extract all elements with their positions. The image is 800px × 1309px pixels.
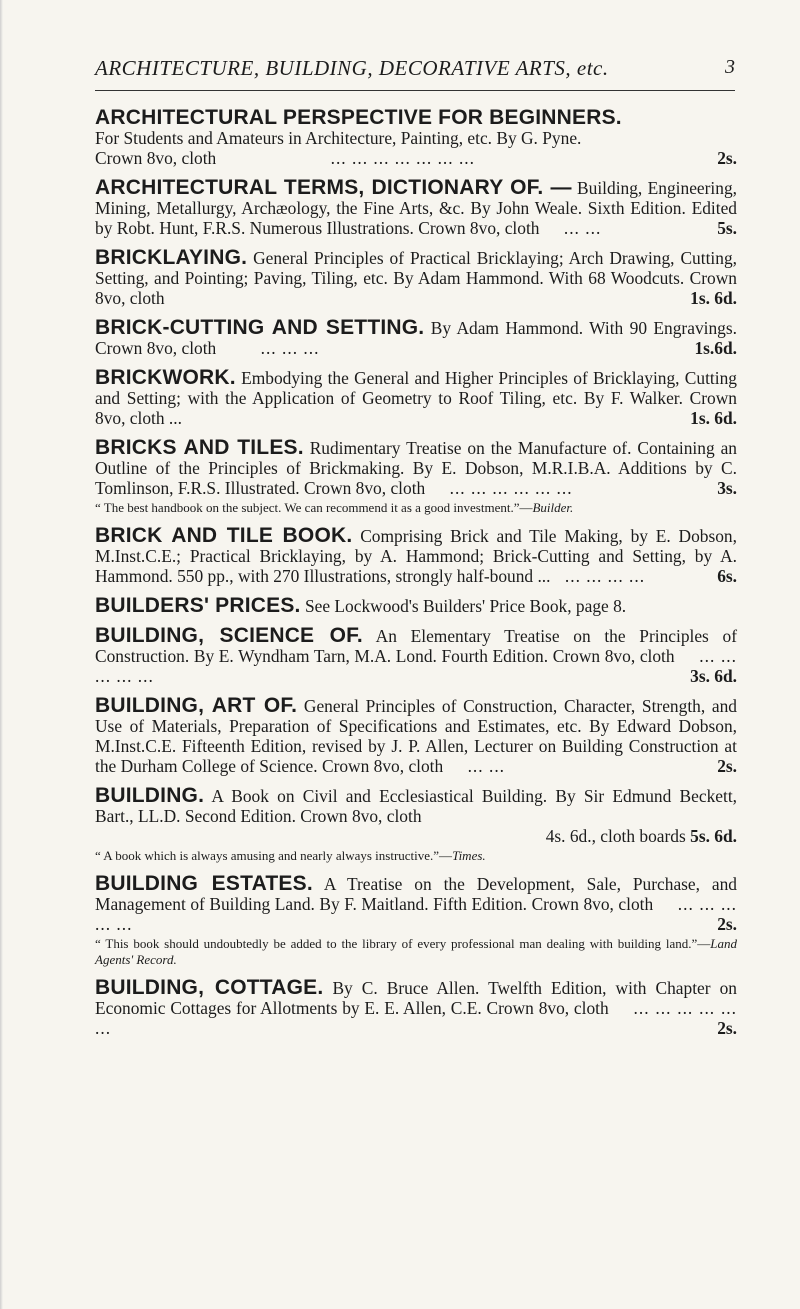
entry-price: 5s. 6d. (690, 826, 737, 846)
entry-dots: ... ... ... (260, 338, 320, 358)
entry-heading: BUILDING ESTATES. (95, 872, 313, 895)
entry-text: By C. Bruce Allen. Twelfth Edition, with Chapter on Economic Cottages for Allotments by E. E. Allen, C.E. Crown 8vo, cloth (95, 978, 737, 1018)
entry-price: 6s. (717, 566, 737, 586)
quote-source: Times. (452, 848, 486, 863)
catalogue-entry (95, 248, 737, 308)
entry-quote: “ This book should undoubtedly be added to the library of every professional man dealing with building land.”— (95, 936, 711, 951)
entry-text: General Principles of Construction, Character, Strength, and Use of Materials, Preparation of Specifications and Estimates, etc. By Edward Dobson, M.Inst.C.E. Fifteenth Edition, revised by J. P. Allen, Lecturer on Building Construction at the Durham College of Science. Crown 8vo, cloth (95, 696, 738, 776)
entry-price: 2s. (717, 914, 737, 934)
entry-price: 3s. 6d. (690, 666, 737, 686)
catalogue-entry (95, 696, 737, 776)
entry-dots: ... ... ... ... ... ... (449, 478, 573, 498)
entry-heading: BRICKS AND TILES. (95, 436, 304, 459)
page-number: 3 (725, 56, 735, 78)
catalogue-entry (95, 368, 737, 428)
catalogue-entry (95, 178, 737, 238)
entry-heading: BRICK AND TILE BOOK. (95, 524, 353, 547)
entry-text: General Principles of Practical Bricklaying; Arch Drawing, Cutting, Setting, and Pointing; Paving, Tiling, etc. By Adam Hammond. With 68 Woodcuts. Crown 8vo, cloth (95, 248, 737, 308)
entry-text: For Students and Amateurs in Architecture, Painting, etc. By G. Pyne. (95, 128, 582, 148)
entry-heading: BRICKWORK. (95, 366, 236, 389)
entry-heading: BUILDERS' PRICES. (95, 594, 301, 617)
entry-quote: “ A book which is always amusing and nearly always instructive.”— (95, 848, 453, 863)
entry-price: 3s. (717, 478, 737, 498)
entry-heading: BUILDING. (95, 784, 205, 807)
quote-source: Land Agents' Record. (95, 936, 737, 967)
entry-heading: ARCHITECTURAL TERMS, DICTIONARY OF. — (95, 176, 572, 199)
entry-price: 1s. 6d. (690, 408, 737, 428)
entry-heading: BUILDING, COTTAGE. (95, 976, 324, 999)
entry-heading: BUILDING, ART OF. (95, 694, 298, 717)
catalogue-entry (95, 786, 737, 864)
entry-heading: BRICK-CUTTING AND SETTING. (95, 316, 425, 339)
entry-price: 1s. 6d. (690, 288, 737, 308)
entry-text: A Book on Civil and Ecclesiastical Building. By Sir Edmund Beckett, Bart., LL.D. Second Edition. Crown 8vo, cloth (95, 786, 737, 826)
entry-dots: ... ... ... ... ... (95, 894, 737, 934)
entry-dots: ... ... ... ... ... ... ... (330, 148, 475, 168)
catalogue-entry (95, 526, 737, 586)
entry-dots: ... ... ... ... (564, 566, 646, 586)
quote-source: Builder. (532, 500, 574, 515)
running-head (95, 56, 735, 86)
entry-text: Rudimentary Treatise on the Manufacture of. Containing an Outline of the Principles of Brickmaking. By E. Dobson, M.R.I.B.A. Additions by C. Tomlinson, F.R.S. Illustrated. Crown 8vo, cloth (95, 438, 737, 498)
entry-text: A Treatise on the Development, Sale, Purchase, and Management of Building Land. By F. Maitland. Fifth Edition. Crown 8vo, cloth (95, 874, 738, 914)
entry-text: Building, Engineering, Mining, Metallurgy, Archæology, the Fine Arts, &c. By John Weale. Sixth Edition. Edited by Robt. Hunt, F.R.S. Numerous Illustrations. Crown 8vo, cloth (95, 178, 737, 238)
entry-dots: ... ... (563, 218, 602, 238)
header-rule (95, 90, 735, 91)
entry-text: By Adam Hammond. With 90 Engravings. Crown 8vo, cloth (95, 318, 737, 358)
entry-text: An Elementary Treatise on the Principles of Construction. By E. Wyndham Tarn, M.A. Lond. Fourth Edition. Crown 8vo, cloth (95, 626, 738, 666)
catalogue-entries (95, 108, 737, 1048)
catalogue-entry (95, 874, 737, 968)
page-edge (0, 0, 3, 1309)
entry-heading: BUILDING, SCIENCE OF. (95, 624, 363, 647)
entry-price: 2s. (717, 756, 737, 776)
entry-dots: ... ... ... ... ... (95, 646, 737, 686)
entry-price: 5s. (717, 218, 737, 238)
catalogue-entry (95, 978, 737, 1038)
entry-text: See Lockwood's Builders' Price Book, page 8. (304, 596, 627, 616)
entry-quote: “ The best handbook on the subject. We can recommend it as a good investment.”— (95, 500, 533, 515)
entry-text: Embodying the General and Higher Principles of Bricklaying, Cutting and Setting; with the Application of Geometry to Roof Tiling, etc. By F. Walker. Crown 8vo, cloth ... (95, 368, 737, 428)
catalogue-entry (95, 596, 737, 616)
entry-price: 2s. (717, 148, 737, 168)
entry-heading: BRICKLAYING. (95, 246, 248, 269)
catalogue-entry (95, 626, 737, 686)
catalogue-entry (95, 108, 737, 168)
entry-binding: Crown 8vo, cloth (95, 148, 217, 168)
entry-price: 2s. (717, 1018, 737, 1038)
entry-dots: ... ... (467, 756, 506, 776)
catalogue-entry (95, 318, 737, 358)
catalogue-entry (95, 438, 737, 516)
entry-binding: 4s. 6d., cloth boards (545, 826, 686, 846)
running-title: ARCHITECTURE, BUILDING, DECORATIVE ARTS, etc. (95, 56, 609, 80)
entry-text: Comprising Brick and Tile Making, by E. Dobson, M.Inst.C.E.; Practical Bricklaying, by A. Hammond; Brick-Cutting and Setting, by A. Hammond. 550 pp., with 270 Illustrations, strongly half-bound ... (95, 526, 737, 586)
entry-dots: ... ... ... ... ... ... (95, 998, 737, 1038)
entry-price: 1s.6d. (694, 338, 737, 358)
entry-heading: ARCHITECTURAL PERSPECTIVE FOR BEGINNERS. (95, 106, 622, 129)
